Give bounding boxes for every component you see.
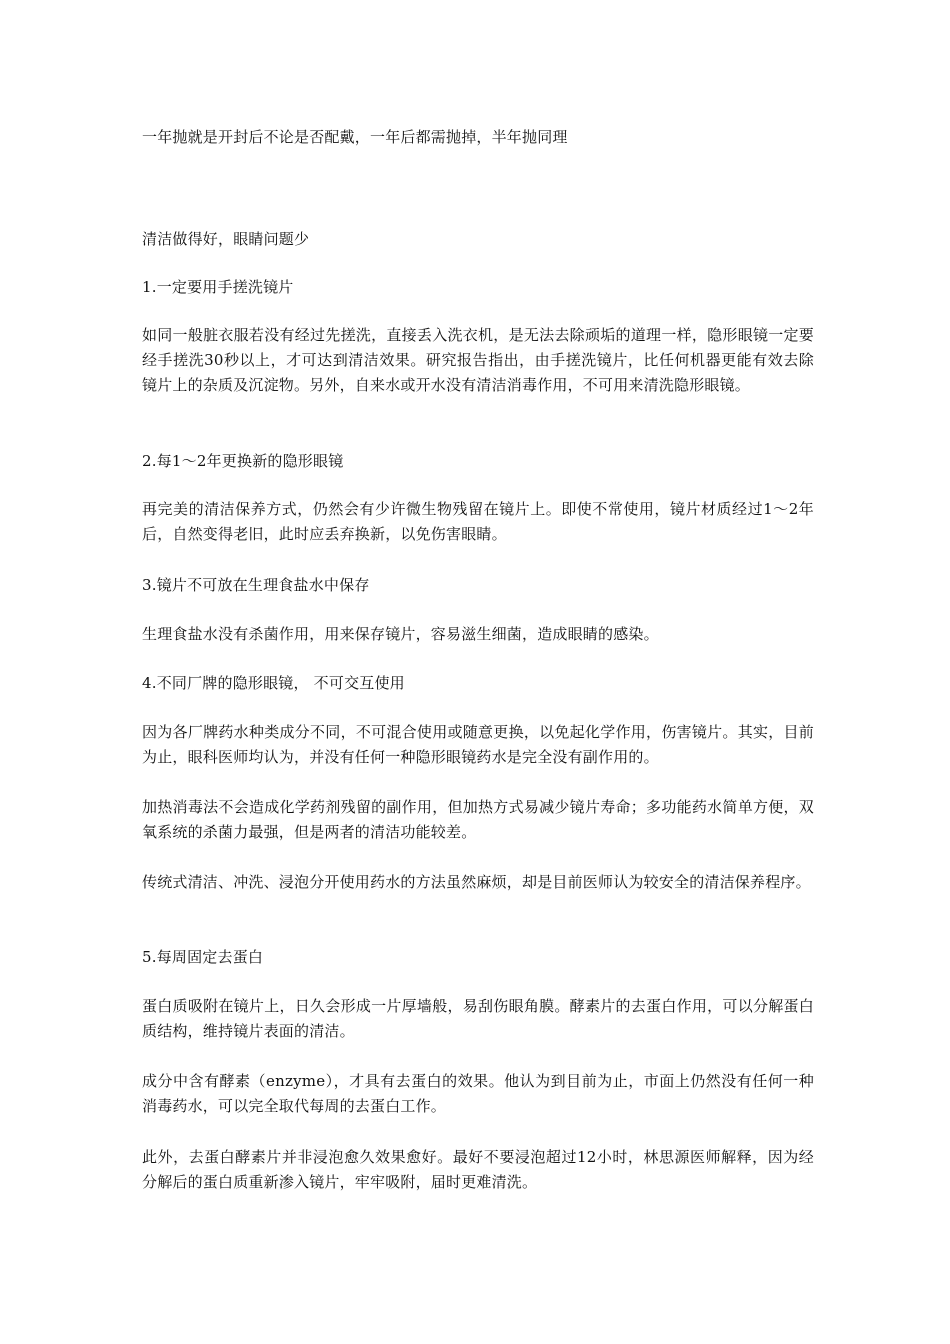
item-heading-4: 4.不同厂牌的隐形眼镜， 不可交互使用 [142, 674, 405, 692]
paragraph-saline: 生理食盐水没有杀菌作用，用来保存镜片，容易滋生细菌，造成眼睛的感染。 [142, 625, 659, 643]
item-heading-5: 5.每周固定去蛋白 [142, 948, 264, 966]
paragraph-soaking: 此外，去蛋白酵素片并非浸泡愈久效果愈好。最好不要浸泡超过12小时，林思源医师解释，因为经分解后的蛋白质重新渗入镜片，牢牢吸附，届时更难清洗。 [142, 1148, 814, 1191]
paragraph-traditional-cleaning: 传统式清洁、冲洗、浸泡分开使用药水的方法虽然麻烦，却是目前医师认为较安全的清洁保养程序。 [142, 873, 811, 891]
item-heading-1: 1.一定要用手搓洗镜片 [142, 278, 294, 296]
paragraph-heat-disinfection: 加热消毒法不会造成化学药剂残留的副作用，但加热方式易减少镜片寿命；多功能药水简单方便，双氧系统的杀菌力最强，但是两者的清洁功能较差。 [142, 798, 814, 841]
paragraph-brands: 因为各厂牌药水种类成分不同，不可混合使用或随意更换，以免起化学作用，伤害镜片。其实，目前为止，眼科医师均认为，并没有任何一种隐形眼镜药水是完全没有副作用的。 [142, 723, 814, 766]
paragraph-protein: 蛋白质吸附在镜片上，日久会形成一片厚墙般，易刮伤眼角膜。酵素片的去蛋白作用，可以分解蛋白质结构，维持镜片表面的清洁。 [142, 997, 814, 1040]
paragraph-hand-rub: 如同一般脏衣服若没有经过先搓洗，直接丢入洗衣机，是无法去除顽垢的道理一样，隐形眼镜一定要经手搓洗30秒以上，才可达到清洁效果。研究报告指出，由手搓洗镜片，比任何机器更能有效去除镜片上的杂质及沉淀物。另外，自来水或开水没有清洁消毒作用，不可用来清洗隐形眼镜。 [142, 326, 814, 394]
paragraph-disposal-note: 一年抛就是开封后不论是否配戴，一年后都需抛掉，半年抛同理 [142, 128, 568, 146]
paragraph-enzyme: 成分中含有酵素（enzyme），才具有去蛋白的效果。他认为到目前为止，市面上仍然没有任何一种消毒药水，可以完全取代每周的去蛋白工作。 [142, 1072, 814, 1115]
section-heading: 清洁做得好，眼睛问题少 [142, 230, 310, 248]
paragraph-replace-lens: 再完美的清洁保养方式，仍然会有少许微生物残留在镜片上。即使不常使用，镜片材质经过1～2年后，自然变得老旧，此时应丢弃换新，以免伤害眼睛。 [142, 500, 814, 543]
item-heading-3: 3.镜片不可放在生理食盐水中保存 [142, 576, 370, 594]
item-heading-2: 2.每1～2年更换新的隐形眼镜 [142, 452, 344, 470]
